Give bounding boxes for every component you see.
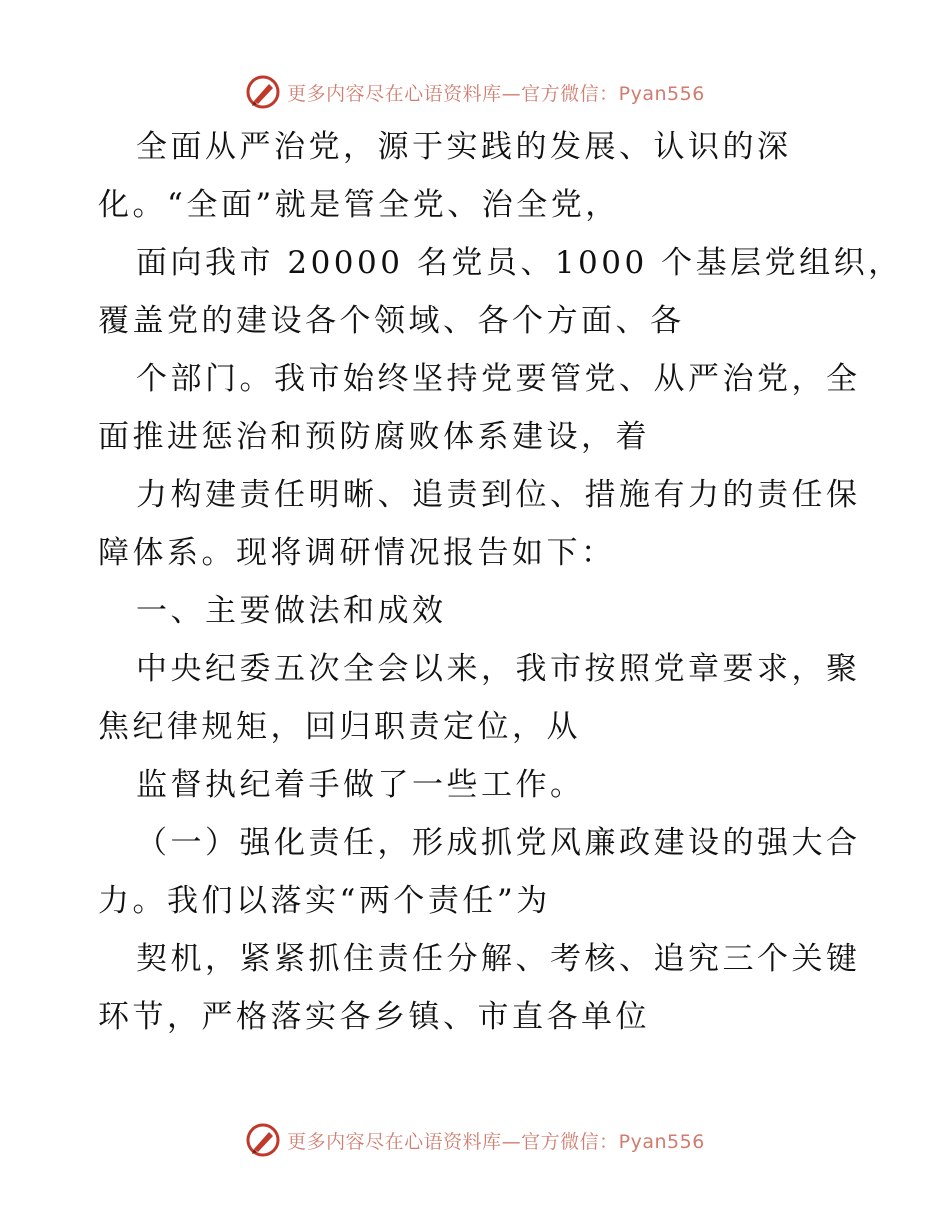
paragraph-line: 障体系。现将调研情况报告如下： (98, 535, 616, 571)
pen-logo-icon (245, 1122, 281, 1158)
paragraph-line: 力构建责任明晰、追责到位、措施有力的责任保 (136, 477, 861, 513)
watermark-text: 更多内容尽在心语资料库—官方微信：Pyan556 (287, 1130, 705, 1153)
header-watermark (0, 72, 950, 112)
paragraph-line: 个部门。我市始终坚持党要管党、从严治党，全 (136, 361, 861, 397)
paragraph-line: 监督执纪着手做了一些工作。 (136, 767, 585, 803)
paragraph-line: 覆盖党的建设各个领域、各个方面、各 (98, 303, 685, 339)
pen-logo-icon (245, 74, 281, 110)
paragraph-line: 全面从严治党，源于实践的发展、认识的深 (136, 129, 792, 165)
paragraph-line: 焦纪律规矩，回归职责定位，从 (98, 709, 581, 745)
section-heading: 一、主要做法和成效 (136, 593, 447, 629)
document-body (98, 118, 903, 1046)
footer-watermark (0, 1120, 950, 1160)
subsection-heading-line: （一）强化责任，形成抓党风廉政建设的强大合 (136, 825, 861, 861)
watermark-text: 更多内容尽在心语资料库—官方微信：Pyan556 (287, 82, 705, 105)
paragraph-line: 面推进惩治和预防腐败体系建设，着 (98, 419, 650, 455)
paragraph-line: 环节，严格落实各乡镇、市直各单位 (98, 999, 650, 1035)
paragraph-line: 化。“全面”就是管全党、治全党， (98, 187, 620, 223)
paragraph-line: 契机，紧紧抓住责任分解、考核、追究三个关键 (136, 941, 861, 977)
paragraph-line: 力。我们以落实“两个责任”为 (98, 883, 551, 919)
paragraph-line: 中央纪委五次全会以来，我市按照党章要求，聚 (136, 651, 861, 687)
paragraph-line: 面向我市 20000 名党员、1000 个基层党组织， (136, 245, 903, 281)
